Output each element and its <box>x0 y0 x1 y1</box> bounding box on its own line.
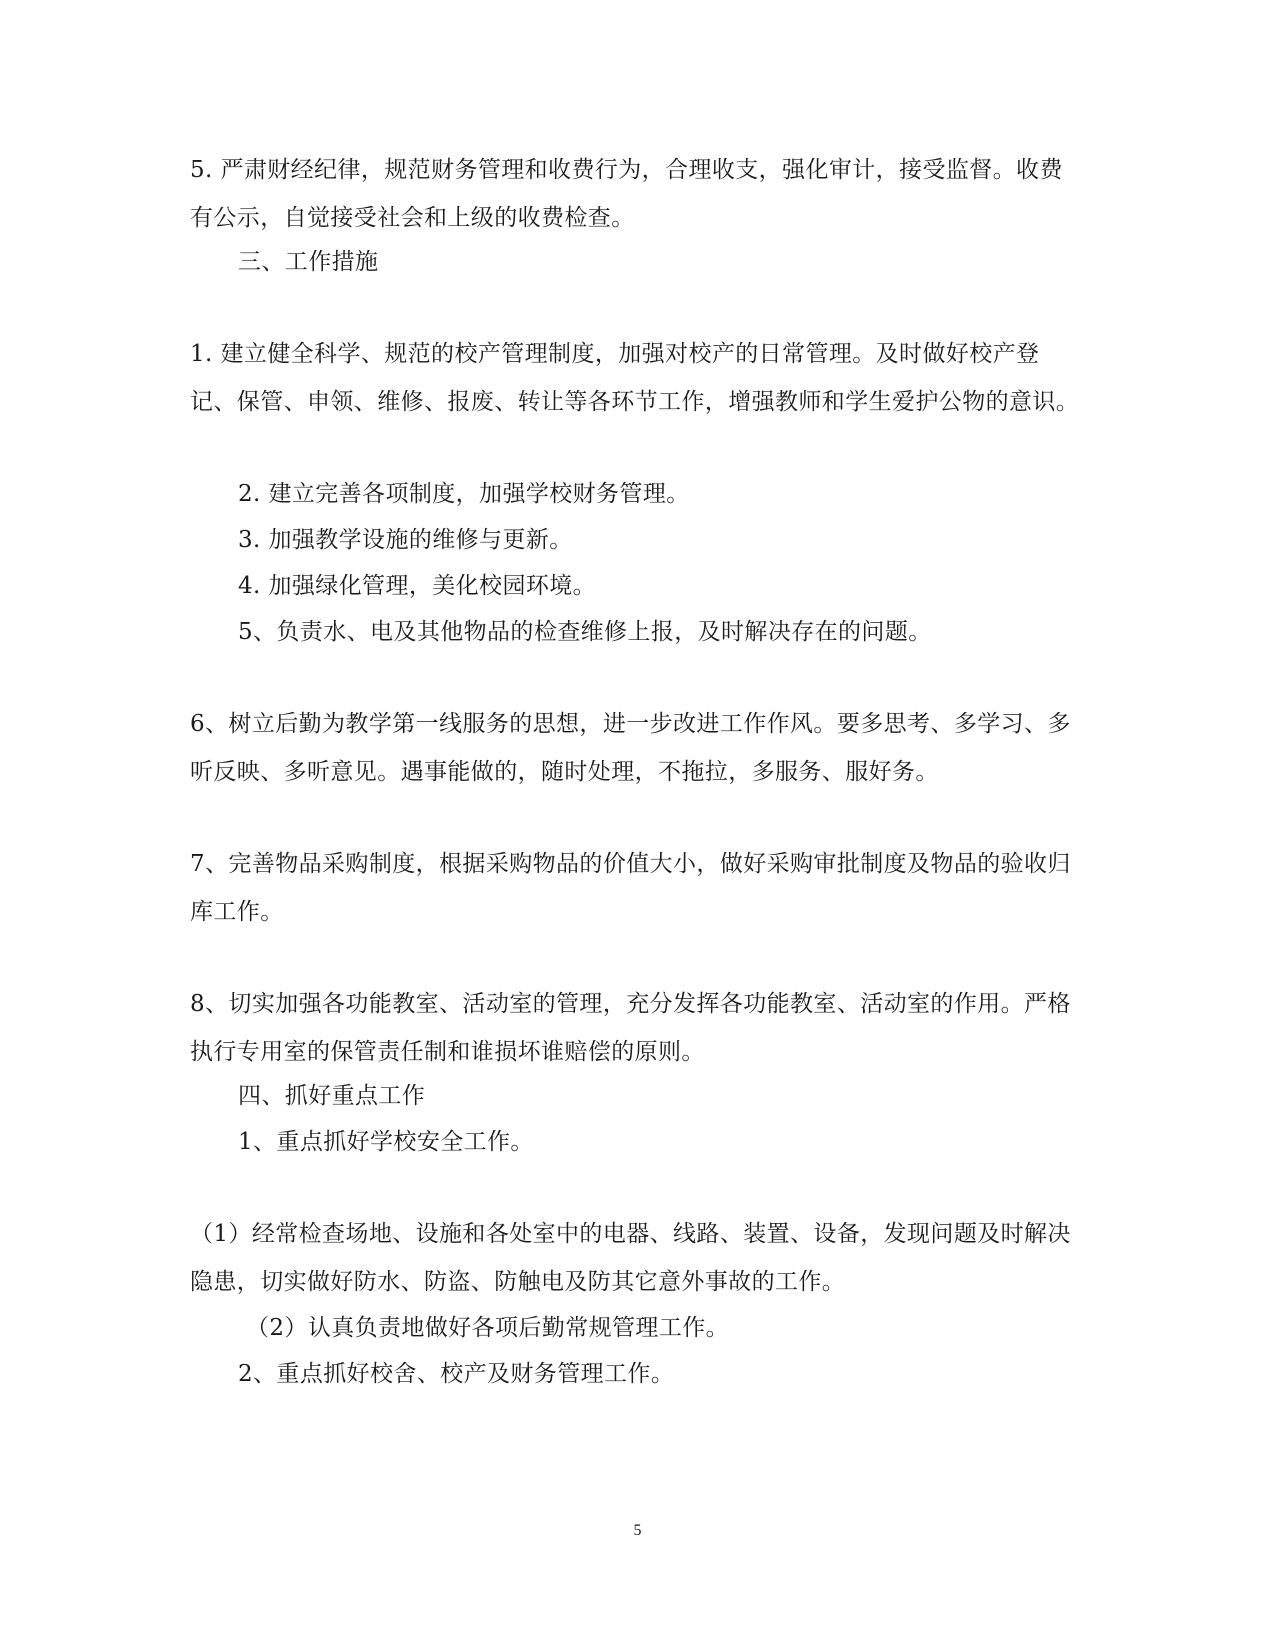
section-heading-3: 三、工作措施 <box>238 249 379 275</box>
paragraph-item-5: 5. 严肃财经纪律，规范财务管理和收费行为，合理收支，强化审计，接受监督。收费有公示，自觉接受社会和上级的收费检查。 <box>190 157 1063 231</box>
measure-item-5: 5、负责水、电及其他物品的检查维修上报，及时解决存在的问题。 <box>238 619 932 645</box>
key-item-2: 2、重点抓好校舍、校产及财务管理工作。 <box>238 1361 675 1387</box>
page-number: 5 <box>633 1522 642 1539</box>
measure-item-1: 1. 建立健全科学、规范的校产管理制度，加强对校产的日常管理。及时做好校产登记、保管、申领、维修、报废、转让等各环节工作，增强教师和学生爱护公物的意识。 <box>190 341 1080 415</box>
measure-item-7: 7、完善物品采购制度，根据采购物品的价值大小，做好采购审批制度及物品的验收归库工作。 <box>190 851 1071 925</box>
key-item-1: 1、重点抓好学校安全工作。 <box>238 1129 534 1155</box>
measure-item-6: 6、树立后勤为教学第一线服务的思想，进一步改进工作作风。要多思考、多学习、多听反映、多听意见。遇事能做的，随时处理，不拖拉，多服务、服好务。 <box>190 711 1071 785</box>
measure-item-3: 3. 加强教学设施的维修与更新。 <box>238 527 573 553</box>
measure-item-4: 4. 加强绿化管理，美化校园环境。 <box>238 573 597 599</box>
key-item-1-sub-2: （2）认真负责地做好各项后勤常规管理工作。 <box>246 1315 730 1341</box>
key-item-1-sub-1: （1）经常检查场地、设施和各处室中的电器、线路、装置、设备，发现问题及时解决隐患，切实做好防水、防盗、防触电及防其它意外事故的工作。 <box>190 1221 1071 1295</box>
measure-item-2: 2. 建立完善各项制度，加强学校财务管理。 <box>238 481 690 507</box>
section-heading-4: 四、抓好重点工作 <box>238 1083 426 1109</box>
measure-item-8: 8、切实加强各功能教室、活动室的管理，充分发挥各功能教室、活动室的作用。严格执行专用室的保管责任制和谁损坏谁赔偿的原则。 <box>190 991 1071 1065</box>
